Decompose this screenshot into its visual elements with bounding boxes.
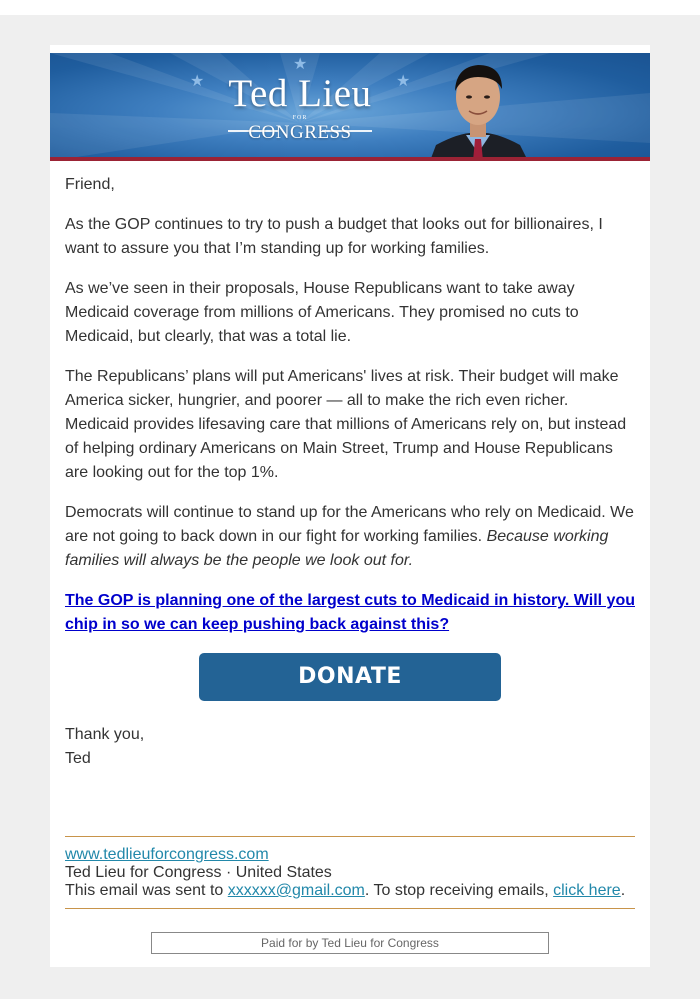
paragraph-4-italic: Because working families will always be the people we look out for. [65,528,609,569]
paragraph-4 [65,501,635,573]
closing: Thank you, [65,726,145,743]
footer-unsubscribe-line [65,882,635,900]
sent-prefix: This email was sent to [65,882,228,899]
footer-rule-bottom [65,908,635,909]
paragraph-3: The Republicans’ plans will put Americans' lives at risk. Their budget will make America sicker, hungrier, and poorer — all to make the rich even richer. Medicaid provides lifesaving care that millions of Americans rely on, but instead of helping ordinary Americans on Main Street, Trump and House Republicans are looking out for the top 1%. [65,368,627,481]
greeting: Friend, [65,176,115,193]
signature-block [65,723,635,771]
unsubscribe-link[interactable]: click here [553,882,621,899]
top-bar [0,0,700,15]
star-icon: ★ [190,73,205,90]
stop-text: . To stop receiving emails, [364,882,554,899]
paragraph-4-text: Democrats will continue to stand up for the Americans who rely on Medicaid. We are not going to back down in our fight for working families. [65,504,634,545]
banner-red-stripe [50,157,650,161]
email-body [65,173,635,771]
org-name: Ted Lieu for Congress [65,864,222,881]
period: . [620,882,626,899]
email-container [50,45,650,967]
email-footer [65,836,635,909]
recipient-email-link[interactable]: xxxxxx@gmail.com [227,882,365,899]
star-icon: ★ [396,73,411,90]
separator: · [221,864,236,881]
donate-cta-link[interactable]: The GOP is planning one of the largest cuts to Medicaid in history. Will you chip in so we can keep pushing back against this? [65,592,635,633]
signature: Ted [65,750,91,767]
banner-title: Ted Lieu [228,72,372,115]
paragraph-2: As we’ve seen in their proposals, House Republicans want to take away Medicaid coverage from millions of Americans. They promised no cuts to Medicaid, but clearly, that was a total lie. [65,280,579,345]
website-link[interactable]: www.tedlieuforcongress.com [65,846,269,863]
candidate-portrait [422,53,532,161]
banner-subtitle: CONGRESS [248,122,352,143]
country: United States [235,864,332,881]
star-icon: ★ [293,56,308,73]
footer-org-line [65,864,635,882]
header-banner [50,53,650,161]
paragraph-1: As the GOP continues to try to push a budget that looks out for billionaires, I want to assure you that I’m standing up for working families. [65,216,603,257]
banner-for: FOR [292,115,308,121]
donate-button-wrap [65,653,635,701]
donate-button[interactable]: DONATE [199,653,501,701]
paid-for-disclaimer: Paid for by Ted Lieu for Congress [151,932,549,954]
